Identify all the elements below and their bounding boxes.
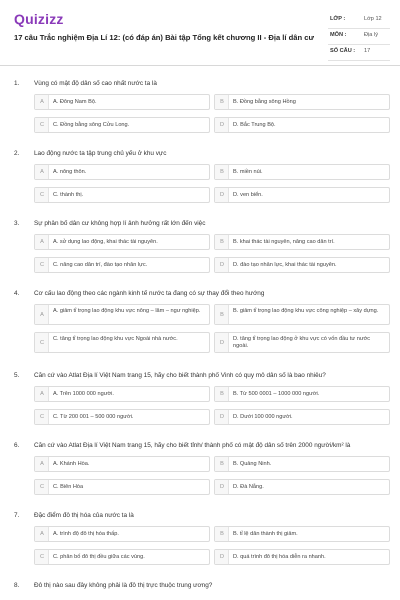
question-text: Căn cứ vào Atlat Địa lí Việt Nam trang 15, hãy cho biết tỉnh/ thành phố có mật độ dân số trên 2000 người/km² là	[34, 442, 351, 449]
option-text: C. Đồng bằng sông Cửu Long.	[53, 122, 130, 128]
option-text: C. nâng cao dân trí, đào tạo nhân lực.	[53, 262, 148, 268]
quizizz-logo[interactable]: Quizizz	[14, 11, 64, 27]
option-b[interactable]	[214, 304, 390, 325]
option-text: C. Từ 200 001 – 500 000 người.	[53, 414, 134, 420]
question-text: Căn cứ vào Atlat Địa lí Việt Nam trang 15, hãy cho biết thành phố Vinh có quy mô dân số là bao nhiêu?	[34, 372, 326, 379]
question-number: 1.	[14, 80, 20, 87]
option-c[interactable]	[34, 549, 210, 565]
meta-label: MÔN :	[330, 32, 347, 38]
option-c[interactable]	[34, 409, 210, 425]
option-text: C. Biên Hòa	[53, 484, 84, 490]
option-letter: D	[215, 410, 229, 424]
option-letter: B	[215, 95, 229, 109]
option-b[interactable]	[214, 94, 390, 110]
option-a[interactable]	[34, 234, 210, 250]
option-letter: B	[215, 305, 229, 324]
option-letter: A	[35, 527, 49, 541]
question-number: 5.	[14, 372, 20, 379]
meta-value: Địa lý	[364, 32, 378, 38]
option-text: A. nông thôn.	[53, 169, 87, 175]
question-number: 6.	[14, 442, 20, 449]
option-letter: D	[215, 480, 229, 494]
option-d[interactable]	[214, 257, 390, 273]
option-b[interactable]	[214, 456, 390, 472]
option-text: A. giảm tỉ trọng lao động khu vực nông – lâm – ngư nghiệp.	[53, 308, 201, 314]
option-a[interactable]	[34, 164, 210, 180]
question-text: Vùng có mật độ dân số cao nhất nước ta là	[34, 80, 157, 87]
option-c[interactable]	[34, 257, 210, 273]
question-number: 8.	[14, 582, 20, 589]
option-letter: B	[215, 457, 229, 471]
option-letter: C	[35, 480, 49, 494]
option-d[interactable]	[214, 117, 390, 133]
option-b[interactable]	[214, 526, 390, 542]
option-letter: B	[215, 235, 229, 249]
option-c[interactable]	[34, 187, 210, 203]
meta-label: SỐ CÂU :	[330, 48, 356, 54]
option-a[interactable]	[34, 386, 210, 402]
option-letter: D	[215, 188, 229, 202]
option-letter: B	[215, 527, 229, 541]
option-letter: C	[35, 333, 49, 352]
option-letter: A	[35, 235, 49, 249]
option-d[interactable]	[214, 187, 390, 203]
option-letter: B	[215, 387, 229, 401]
question-text: Đô thị nào sau đây không phải là đô thị trực thuộc trung ương?	[34, 582, 213, 589]
meta-label: LỚP :	[330, 16, 346, 22]
option-letter: D	[215, 258, 229, 272]
option-text: B. Từ 500 0001 – 1000 000 người.	[233, 391, 320, 397]
option-text: A. sử dụng lao động, khai thác tài nguyên.	[53, 239, 158, 245]
option-letter: A	[35, 387, 49, 401]
option-letter: A	[35, 457, 49, 471]
option-c[interactable]	[34, 332, 210, 353]
option-letter: D	[215, 550, 229, 564]
option-d[interactable]	[214, 332, 390, 353]
option-text: B. miền núi.	[233, 169, 263, 175]
option-text: A. Khánh Hòa.	[53, 461, 90, 467]
option-text: A. trình độ đô thị hóa thấp.	[53, 531, 119, 537]
page-title: 17 câu Trắc nghiệm Địa Lí 12: (có đáp án) Bài tập Tổng kết chương II - Địa lí dân cư	[14, 33, 314, 42]
option-b[interactable]	[214, 164, 390, 180]
option-text: C. phân bố đô thị đều giữa các vùng.	[53, 554, 145, 560]
option-text: B. tỉ lệ dân thành thị giảm.	[233, 531, 298, 537]
option-d[interactable]	[214, 549, 390, 565]
option-text: B. khai thác tài nguyên, nâng cao dân trí.	[233, 239, 335, 245]
option-letter: C	[35, 188, 49, 202]
question-text: Cơ cấu lao động theo các ngành kinh tế nước ta đang có sự thay đổi theo hướng	[34, 290, 265, 297]
option-text: D. Dưới 100 000 người.	[233, 414, 293, 420]
question-number: 7.	[14, 512, 20, 519]
option-a[interactable]	[34, 526, 210, 542]
option-text: D. đào tạo nhân lực, khai thác tài nguyên.	[233, 262, 337, 268]
meta-row-class	[328, 13, 390, 29]
option-letter: D	[215, 118, 229, 132]
option-a[interactable]	[34, 304, 210, 325]
meta-row-subject	[328, 29, 390, 45]
option-text: B. giảm tỉ trọng lao động khu vực công nghiệp – xây dựng.	[233, 308, 379, 314]
option-d[interactable]	[214, 409, 390, 425]
meta-value: Lớp 12	[364, 16, 382, 22]
option-a[interactable]	[34, 456, 210, 472]
option-letter: B	[215, 165, 229, 179]
option-letter: C	[35, 550, 49, 564]
option-letter: A	[35, 165, 49, 179]
option-letter: C	[35, 118, 49, 132]
option-a[interactable]	[34, 94, 210, 110]
option-letter: A	[35, 305, 49, 324]
option-text: B. Đồng bằng sông Hồng	[233, 99, 296, 105]
option-text: C. thành thị.	[53, 192, 84, 198]
option-c[interactable]	[34, 117, 210, 133]
option-text: D. ven biển.	[233, 192, 263, 198]
option-text: D. tăng tỉ trọng lao động ở khu vực có vốn đầu tư nước ngoài.	[233, 336, 371, 349]
option-text: D. Đà Nẵng.	[233, 484, 264, 490]
option-letter: D	[215, 333, 229, 352]
question-text: Sự phân bố dân cư không hợp lí ảnh hưởng rất lớn đến việc	[34, 220, 206, 227]
question-number: 2.	[14, 150, 20, 157]
option-text: B. Quảng Ninh.	[233, 461, 272, 467]
meta-value: 17	[364, 48, 371, 54]
meta-row-question-count	[328, 45, 390, 61]
option-text: C. tăng tỉ trọng lao động khu vực Ngoài nhà nước.	[53, 336, 178, 342]
option-c[interactable]	[34, 479, 210, 495]
option-d[interactable]	[214, 479, 390, 495]
option-letter: A	[35, 95, 49, 109]
quiz-meta-table	[328, 13, 390, 61]
option-text: A. Trên 1000 000 người.	[53, 391, 114, 397]
question-number: 4.	[14, 290, 20, 297]
option-text: A. Đông Nam Bộ.	[53, 99, 97, 105]
option-text: D. quá trình đô thị hóa diễn ra nhanh.	[233, 554, 326, 560]
question-text: Lao động nước ta tập trung chủ yếu ở khu vực	[34, 150, 167, 157]
option-b[interactable]	[214, 386, 390, 402]
page-header	[0, 0, 400, 66]
option-b[interactable]	[214, 234, 390, 250]
option-text: D. Bắc Trung Bộ.	[233, 122, 276, 128]
question-text: Đặc điểm đô thị hóa của nước ta là	[34, 512, 134, 519]
option-letter: C	[35, 258, 49, 272]
question-number: 3.	[14, 220, 20, 227]
option-letter: C	[35, 410, 49, 424]
